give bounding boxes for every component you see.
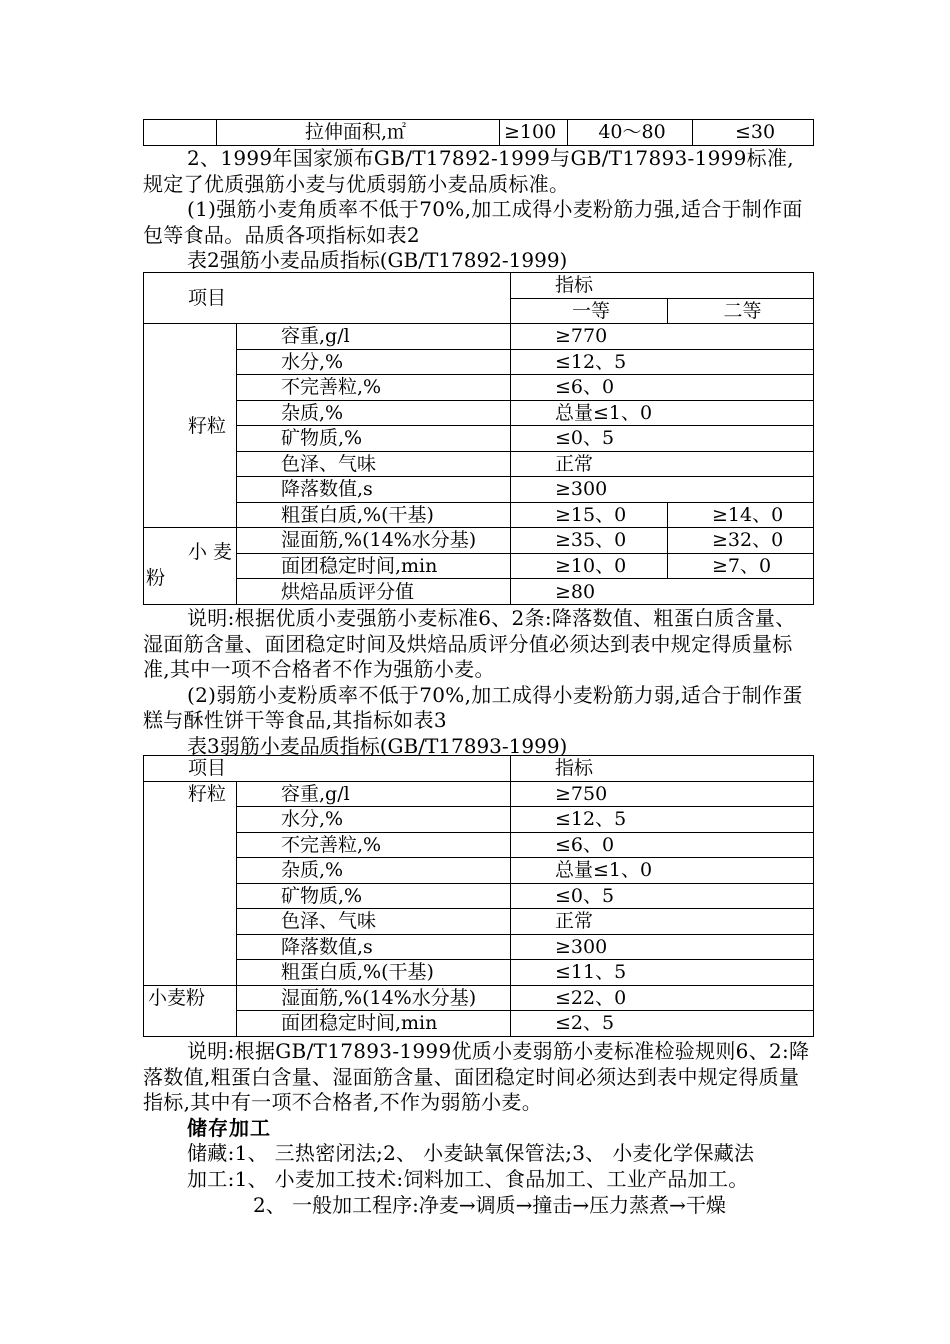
header-index: 指标 [511, 273, 814, 299]
table-row [144, 553, 814, 579]
row-item: 色泽、气味 [237, 909, 511, 935]
row-value: ≥80 [511, 579, 814, 605]
table-cell: 拉伸面积,㎡ [217, 120, 500, 146]
table-row [144, 451, 814, 477]
row-value: ≤2、5 [511, 1011, 814, 1037]
row-item: 降落数值,s [237, 934, 511, 960]
row-value: ≤6、0 [511, 375, 814, 401]
note-strong: 说明:根据优质小麦强筋小麦标准6、2条:降落数值、粗蛋白质含量、湿面筋含量、面团稳定时间及烘焙品质评分值必须达到表中规定得质量标准,其中一项不合格者不作为强筋小麦。 [143, 606, 796, 682]
storage-methods: 储藏:1、 三热密闭法;2、 小麦缺氧保管法;3、 小麦化学保藏法 [187, 1141, 755, 1166]
row-item: 杂质,% [237, 400, 511, 426]
table-row [144, 502, 814, 528]
row-item: 水分,% [237, 807, 511, 833]
row-value: ≥300 [511, 477, 814, 503]
paragraph-standards: 2、1999年国家颁布GB/T17892-1999与GB/T17893-1999标准,规定了优质强筋小麦与优质弱筋小麦品质标准。 [143, 146, 794, 196]
table-row [144, 375, 814, 401]
table-row [144, 807, 814, 833]
table-row [144, 349, 814, 375]
row-item: 杂质,% [237, 858, 511, 884]
paragraph-weak-wheat: (2)弱筋小麦粉质率不低于70%,加工成得小麦粉筋力弱,适合于制作蛋糕与酥性饼干等食品,其指标如表3 [143, 682, 803, 733]
processing-1: 加工:1、 小麦加工技术:饲料加工、食品加工、工业产品加工。 [187, 1166, 749, 1191]
row-item: 粗蛋白质,%(干基) [237, 960, 511, 986]
table-cell: ≤30 [693, 120, 814, 146]
row-value-grade2: ≥32、0 [668, 528, 814, 554]
row-value: ≤6、0 [511, 832, 814, 858]
row-value: ≤0、5 [511, 426, 814, 452]
row-value: ≥770 [511, 324, 814, 350]
section-heading: 储存加工 [187, 1115, 271, 1140]
intro-block [143, 146, 813, 274]
table-row [144, 883, 814, 909]
table-row [144, 858, 814, 884]
row-value: ≤11、5 [511, 960, 814, 986]
paragraph-strong-wheat: (1)强筋小麦角质率不低于70%,加工成得小麦粉筋力强,适合于制作面包等食品。品质各项指标如表2 [143, 197, 803, 247]
note-weak: 说明:根据GB/T17893-1999优质小麦弱筋小麦标准检验规则6、2:降落数值,粗蛋白含量、湿面筋含量、面团稳定时间必须达到表中规定得质量指标,其中有一项不合格者,不作为弱筋小麦。 [143, 1039, 810, 1115]
group-flour [144, 528, 237, 605]
group-flour-label-a: 小 麦 [188, 541, 233, 563]
row-value-grade1: ≥15、0 [511, 502, 668, 528]
table-row [144, 1011, 814, 1037]
table1 [143, 119, 814, 146]
table2-caption: 表2强筋小麦品质指标(GB/T17892-1999) [187, 248, 568, 273]
group-grain: 籽粒 [144, 781, 237, 985]
header-grade2: 二等 [668, 298, 814, 324]
row-value-grade1: ≥10、0 [511, 553, 668, 579]
table-row [144, 426, 814, 452]
table3-wrapper [143, 755, 813, 1037]
middle-block [143, 606, 813, 760]
row-value: 正常 [511, 909, 814, 935]
row-value: ≤12、5 [511, 349, 814, 375]
row-value: ≤0、5 [511, 883, 814, 909]
header-item: 项目 [144, 756, 511, 782]
row-item: 湿面筋,%(14%水分基) [237, 985, 511, 1011]
row-item: 容重,g/l [237, 781, 511, 807]
group-grain: 籽粒 [144, 324, 237, 528]
table2 [143, 272, 814, 605]
row-item: 粗蛋白质,%(干基) [237, 502, 511, 528]
table2-wrapper [143, 272, 813, 605]
row-value: ≤12、5 [511, 807, 814, 833]
table-row [144, 400, 814, 426]
bottom-block [143, 1039, 813, 1218]
row-item: 矿物质,% [237, 426, 511, 452]
table-row [144, 909, 814, 935]
table-row [144, 985, 814, 1011]
row-item: 湿面筋,%(14%水分基) [237, 528, 511, 554]
row-value: 总量≤1、0 [511, 858, 814, 884]
table-cell [144, 120, 217, 146]
row-value: ≥750 [511, 781, 814, 807]
table-row [144, 934, 814, 960]
processing-2: 2、 一般加工程序:净麦→调质→撞击→压力蒸煮→干燥 [253, 1192, 726, 1217]
row-item: 面团稳定时间,min [237, 1011, 511, 1037]
row-value-grade2: ≥7、0 [668, 553, 814, 579]
row-item: 烘焙品质评分值 [237, 579, 511, 605]
row-item: 色泽、气味 [237, 451, 511, 477]
row-value: 正常 [511, 451, 814, 477]
table-cell: ≥100 [500, 120, 568, 146]
row-value-grade1: ≥35、0 [511, 528, 668, 554]
row-value: ≥300 [511, 934, 814, 960]
group-flour-label-b: 粉 [146, 567, 166, 589]
row-value-grade2: ≥14、0 [668, 502, 814, 528]
row-item: 容重,g/l [237, 324, 511, 350]
table-row [144, 960, 814, 986]
row-item: 不完善粒,% [237, 375, 511, 401]
table1-fragment [143, 119, 813, 146]
table-row [144, 120, 814, 146]
table-row [144, 528, 814, 554]
row-item: 不完善粒,% [237, 832, 511, 858]
header-item: 项目 [144, 273, 511, 324]
row-item: 面团稳定时间,min [237, 553, 511, 579]
header-index: 指标 [511, 756, 814, 782]
row-item: 矿物质,% [237, 883, 511, 909]
table-row [144, 756, 814, 782]
table-row [144, 832, 814, 858]
table-row [144, 781, 814, 807]
header-grade1: 一等 [511, 298, 668, 324]
table-row [144, 477, 814, 503]
group-flour: 小麦粉 [144, 985, 237, 1036]
row-item: 水分,% [237, 349, 511, 375]
row-item: 降落数值,s [237, 477, 511, 503]
row-value: 总量≤1、0 [511, 400, 814, 426]
table3 [143, 755, 814, 1037]
table-row [144, 579, 814, 605]
table-row [144, 273, 814, 299]
row-value: ≤22、0 [511, 985, 814, 1011]
table-row [144, 324, 814, 350]
table-cell: 40～80 [568, 120, 693, 146]
table3-caption: 表3弱筋小麦品质指标(GB/T17893-1999) [187, 733, 568, 758]
